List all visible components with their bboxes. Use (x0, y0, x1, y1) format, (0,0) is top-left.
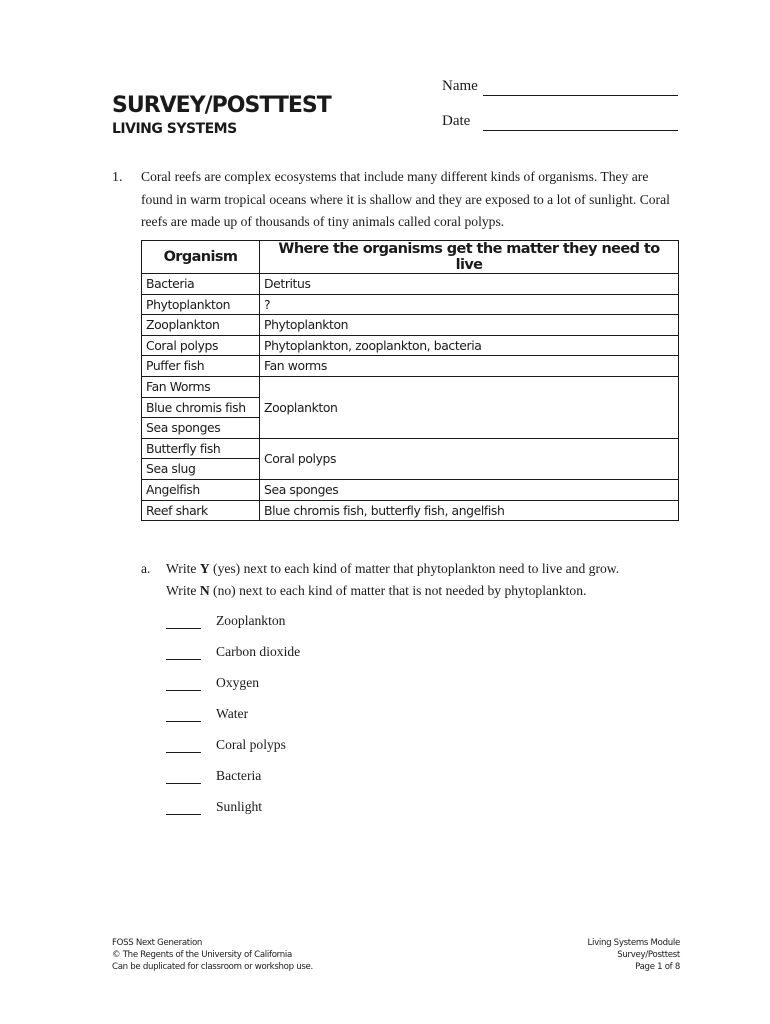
table-row (142, 438, 679, 459)
instruction-line-yes: Write Y (yes) next to each kind of matter that phytoplankton need to live and grow. (166, 561, 620, 576)
source-cell: ? (260, 294, 679, 315)
footer-right (588, 937, 681, 973)
footer-usage: Can be duplicated for classroom or workshop use. (112, 962, 313, 972)
option-label: Water (216, 706, 249, 721)
source-cell: Fan worms (260, 356, 679, 377)
date-label: Date (442, 113, 471, 129)
answer-blank[interactable] (166, 771, 201, 784)
source-cell: Sea sponges (260, 479, 679, 500)
table-row (142, 500, 679, 521)
option-label: Oxygen (216, 675, 260, 690)
yes-key: Y (199, 561, 210, 576)
footer-program: FOSS Next Generation (112, 938, 203, 948)
answer-blank[interactable] (166, 616, 201, 629)
table-row (142, 274, 679, 295)
question-number: 1. (112, 170, 123, 185)
source-cell: Coral polyps (260, 438, 679, 479)
table-row (142, 479, 679, 500)
option-label: Bacteria (216, 768, 262, 783)
organism-cell: Reef shark (142, 500, 260, 521)
instruction-line-no: Write N (no) next to each kind of matter that is not needed by phytoplankton. (166, 583, 587, 598)
organism-cell: Puffer fish (142, 356, 260, 377)
source-cell: Phytoplankton (260, 315, 679, 336)
organism-cell: Zooplankton (142, 315, 260, 336)
organism-table (141, 240, 679, 521)
table-header-organism: Organism (142, 241, 260, 274)
organism-cell: Sea sponges (142, 418, 260, 439)
organism-cell: Sea slug (142, 459, 260, 480)
table-row (142, 315, 679, 336)
option-label: Zooplankton (216, 613, 286, 628)
dotted-divider (112, 136, 684, 144)
answer-blank[interactable] (166, 740, 201, 753)
option-label: Coral polyps (216, 737, 286, 752)
footer-doc-name: Survey/Posttest (617, 950, 680, 960)
organism-cell: Bacteria (142, 274, 260, 295)
name-field[interactable] (483, 95, 678, 96)
organism-cell: Blue chromis fish (142, 397, 260, 418)
footer-copyright: © The Regents of the University of California (112, 950, 292, 960)
organism-cell: Angelfish (142, 479, 260, 500)
answer-blank[interactable] (166, 709, 201, 722)
option-label: Carbon dioxide (216, 644, 301, 659)
subquestion-letter: a. (141, 561, 151, 576)
answer-option (166, 706, 248, 722)
page-subtitle: LIVING SYSTEMS (112, 121, 237, 137)
page-title: SURVEY/POSTTEST (112, 93, 331, 118)
answer-option (166, 613, 285, 629)
table-row (142, 335, 679, 356)
table-row (142, 376, 679, 397)
answer-blank[interactable] (166, 647, 201, 660)
organism-cell: Fan Worms (142, 376, 260, 397)
footer-left (112, 937, 313, 973)
subquestion-instructions (166, 558, 666, 602)
footer-module: Living Systems Module (587, 938, 680, 948)
organism-cell: Phytoplankton (142, 294, 260, 315)
table-header-matter-source: Where the organisms get the matter they need to live (260, 241, 679, 274)
source-cell: Blue chromis fish, butterfly fish, angelfish (260, 500, 679, 521)
table-row (142, 294, 679, 315)
page-number: Page 1 of 8 (635, 962, 680, 972)
organism-cell: Butterfly fish (142, 438, 260, 459)
table-row (142, 356, 679, 377)
answer-option (166, 737, 286, 753)
date-field[interactable] (483, 130, 678, 131)
organism-cell: Coral polyps (142, 335, 260, 356)
source-cell: Phytoplankton, zooplankton, bacteria (260, 335, 679, 356)
answer-blank[interactable] (166, 678, 201, 691)
name-label: Name (442, 78, 478, 94)
answer-option (166, 675, 259, 691)
source-cell: Zooplankton (260, 376, 679, 438)
answer-option (166, 768, 261, 784)
no-key: N (199, 583, 210, 598)
answer-blank[interactable] (166, 802, 201, 815)
source-cell: Detritus (260, 274, 679, 295)
option-label: Sunlight (216, 799, 263, 814)
answer-option (166, 799, 262, 815)
question-text: Coral reefs are complex ecosystems that include many different kinds of organisms. They are found in warm tropical oceans where it is shallow and they are exposed to a lot of sunlight. Coral reefs are made up of thousands of tiny animals called coral polyps. (141, 169, 670, 229)
answer-option (166, 644, 300, 660)
